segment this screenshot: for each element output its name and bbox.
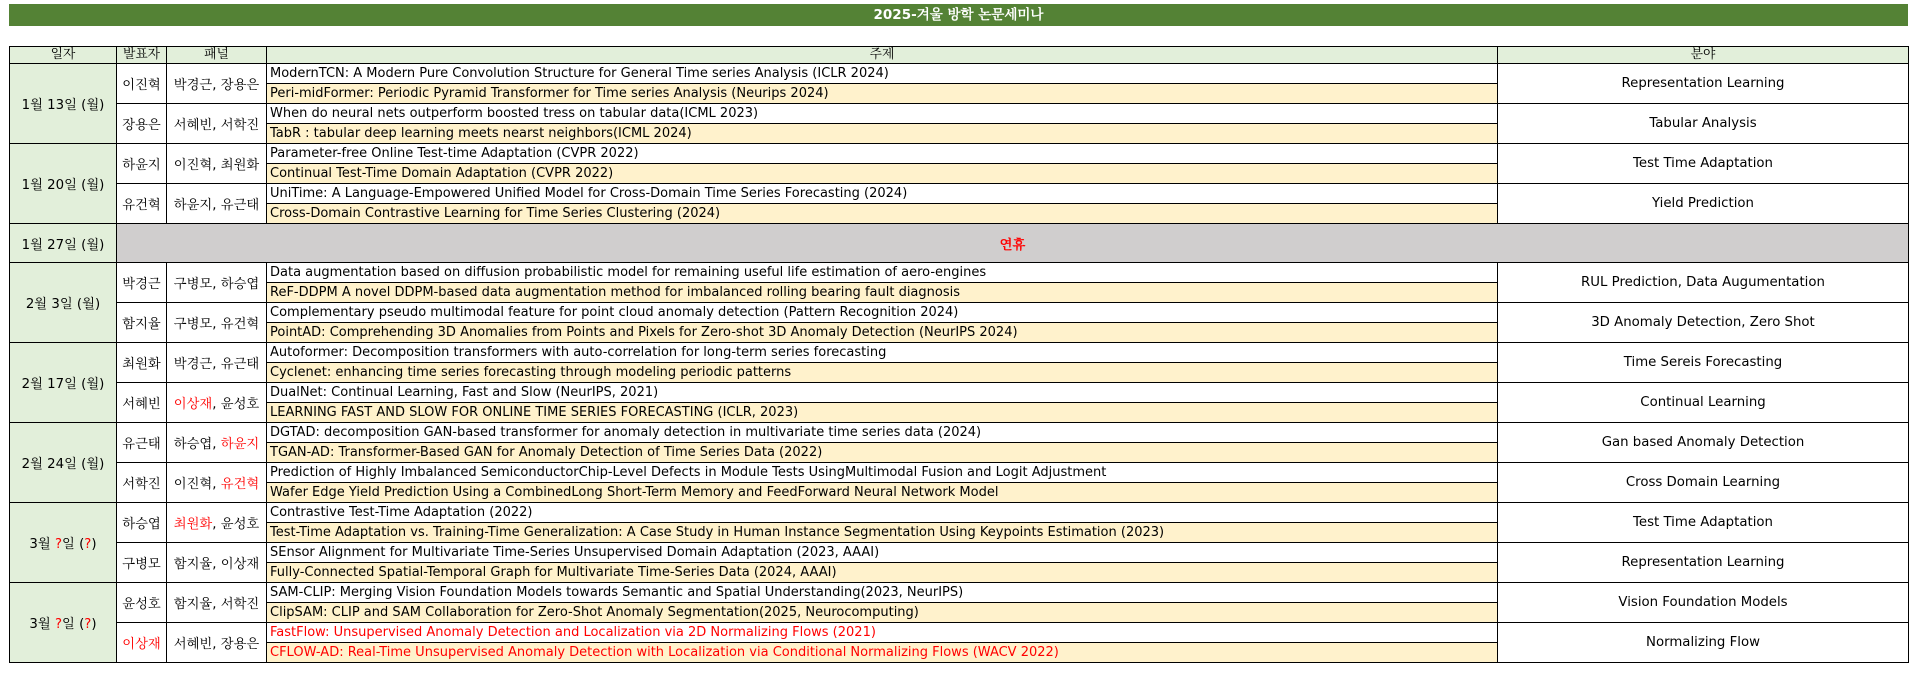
field-cell[interactable]: Test Time Adaptation [1498,503,1909,543]
presenter-cell[interactable]: 구병모 [117,543,167,583]
panel-cell[interactable] [167,104,267,144]
panel-name: 구병모, 하승엽 [173,277,260,292]
date-cell[interactable] [10,343,117,423]
presenter-cell[interactable]: 하승엽 [117,503,167,543]
date-part: 1월 20일 (월) [21,178,105,193]
paper-cell[interactable]: Complementary pseudo multimodal feature for point cloud anomaly detection (Pattern Recognition 2024) [267,303,1498,323]
field-cell[interactable]: Vision Foundation Models [1498,583,1909,623]
paper-cell[interactable]: Continual Test-Time Domain Adaptation (CVPR 2022) [267,164,1498,184]
field-cell[interactable]: Cross Domain Learning [1498,463,1909,503]
panel-name: 하윤지 [220,437,260,452]
date-part: 3월 [29,537,55,552]
panel-name: 서혜빈, 서학진 [173,118,260,133]
table-row [10,383,1909,403]
date-part: 일 ( [62,617,85,632]
panel-name: 함지율, 서학진 [173,597,260,612]
date-part: 2월 3일 (월) [25,297,101,312]
presenter-cell[interactable]: 박경근 [117,263,167,303]
paper-cell[interactable]: Contrastive Test-Time Adaptation (2022) [267,503,1498,523]
panel-name: 서혜빈, 장용은 [173,637,260,652]
date-part: ) [91,537,97,552]
table-row [10,623,1909,643]
panel-cell[interactable] [167,423,267,463]
holiday-cell[interactable]: 연휴 [117,224,1909,263]
paper-cell[interactable]: SAM-CLIP: Merging Vision Foundation Models towards Semantic and Spatial Understanding(2023, NeurIPS) [267,583,1498,603]
paper-cell[interactable]: Test-Time Adaptation vs. Training-Time Generalization: A Case Study in Human Instance Segmentation Using Keypoints Estimation (2023) [267,523,1498,543]
date-part: 2월 17일 (월) [21,377,105,392]
table-row [10,343,1909,363]
date-part: 3월 [29,617,55,632]
field-cell[interactable]: 3D Anomaly Detection, Zero Shot [1498,303,1909,343]
date-part: 1월 13일 (월) [21,98,105,113]
presenter-cell[interactable]: 장용은 [117,104,167,144]
presenter-cell[interactable]: 유건혁 [117,184,167,224]
date-part: 1월 27일 (월) [21,237,105,253]
panel-name: 유건혁 [220,477,260,492]
date-cell[interactable] [10,423,117,503]
paper-cell[interactable]: Cyclenet: enhancing time series forecasting through modeling periodic patterns [267,363,1498,383]
paper-cell[interactable]: Data augmentation based on diffusion probabilistic model for remaining useful life estimation of aero-engines [267,263,1498,283]
table-row [10,583,1909,603]
page-title: 2025-겨울 방학 논문세미나 [873,7,1044,23]
panel-cell[interactable] [167,463,267,503]
paper-cell[interactable]: PointAD: Comprehending 3D Anomalies from Points and Pixels for Zero-shot 3D Anomaly Detection (NeurIPS 2024) [267,323,1498,343]
seminar-schedule-table [9,46,1909,663]
date-cell[interactable] [10,144,117,224]
paper-cell[interactable]: CFLOW-AD: Real-Time Unsupervised Anomaly Detection with Localization via Conditional Normalizing Flows (WACV 2022) [267,643,1498,663]
date-part: 일 ( [62,537,85,552]
paper-cell[interactable]: Fully-Connected Spatial-Temporal Graph for Multivariate Time-Series Data (2024, AAAI) [267,563,1498,583]
field-cell[interactable]: Yield Prediction [1498,184,1909,224]
panel-name: 이진혁, 최원화 [173,158,260,173]
table-row [10,64,1909,84]
presenter-cell[interactable]: 하윤지 [117,144,167,184]
panel-cell[interactable] [167,383,267,423]
presenter-cell[interactable]: 서혜빈 [117,383,167,423]
table-row [10,303,1909,323]
paper-cell[interactable]: DGTAD: decomposition GAN-based transformer for anomaly detection in multivariate time series data (2024) [267,423,1498,443]
paper-cell[interactable]: Prediction of Highly Imbalanced SemiconductorChip-Level Defects in Module Tests UsingMultimodal Fusion and Logit Adjustment [267,463,1498,483]
presenter-cell[interactable]: 이상재 [117,623,167,663]
paper-cell[interactable]: When do neural nets outperform boosted tress on tabular data(ICML 2023) [267,104,1498,124]
field-cell[interactable]: Normalizing Flow [1498,623,1909,663]
panel-cell[interactable] [167,263,267,303]
table-row [10,184,1909,204]
panel-cell[interactable] [167,583,267,623]
presenter-cell[interactable]: 함지율 [117,303,167,343]
paper-cell[interactable]: DualNet: Continual Learning, Fast and Slow (NeurIPS, 2021) [267,383,1498,403]
panel-cell[interactable] [167,543,267,583]
panel-cell[interactable] [167,303,267,343]
panel-name: 이상재 [173,397,213,412]
paper-cell[interactable]: TGAN-AD: Transformer-Based GAN for Anomaly Detection of Time Series Data (2022) [267,443,1498,463]
panel-name: , 윤성호 [212,397,260,412]
date-part: ? [84,537,92,552]
panel-cell[interactable] [167,184,267,224]
field-cell[interactable]: Representation Learning [1498,543,1909,583]
panel-name: 구병모, 유건혁 [173,317,260,332]
date-cell[interactable] [10,503,117,583]
date-part: 2월 24일 (월) [21,457,105,472]
presenter-cell[interactable]: 이진혁 [117,64,167,104]
holiday-row [10,224,1909,263]
header-field[interactable]: 분야 [1498,47,1909,64]
date-part: ? [84,617,92,632]
table-row [10,503,1909,523]
table-row [10,423,1909,443]
panel-cell[interactable] [167,503,267,543]
panel-name: 하승엽, [173,437,221,452]
field-cell[interactable]: RUL Prediction, Data Augumentation [1498,263,1909,303]
panel-name: 최원화 [173,517,213,532]
date-cell[interactable] [10,224,117,263]
table-row [10,104,1909,124]
date-part: ? [54,537,63,552]
header-topic[interactable]: 주제 [267,47,1498,64]
paper-cell[interactable]: Autoformer: Decomposition transformers with auto-correlation for long-term series forecasting [267,343,1498,363]
paper-cell[interactable]: Parameter-free Online Test-time Adaptation (CVPR 2022) [267,144,1498,164]
table-row [10,463,1909,483]
paper-cell[interactable]: ReF-DDPM A novel DDPM-based data augmentation method for imbalanced rolling bearing fault diagnosis [267,283,1498,303]
date-cell[interactable] [10,583,117,663]
panel-name: 하윤지, 유근태 [173,198,260,213]
panel-name: 이진혁, [173,477,221,492]
presenter-cell[interactable]: 윤성호 [117,583,167,623]
paper-cell[interactable]: TabR : tabular deep learning meets nearst neighbors(ICML 2024) [267,124,1498,144]
paper-cell[interactable]: UniTime: A Language-Empowered Unified Model for Cross-Domain Time Series Forecasting (2024) [267,184,1498,204]
header-row [10,47,1909,64]
panel-name: , 윤성호 [212,517,260,532]
panel-cell[interactable] [167,64,267,104]
paper-cell[interactable]: Peri-midFormer: Periodic Pyramid Transformer for Time series Analysis (Neurips 2024) [267,84,1498,104]
paper-cell[interactable]: FastFlow: Unsupervised Anomaly Detection and Localization via 2D Normalizing Flows (2021) [267,623,1498,643]
paper-cell[interactable]: Cross-Domain Contrastive Learning for Time Series Clustering (2024) [267,204,1498,224]
field-cell[interactable]: Representation Learning [1498,64,1909,104]
date-cell[interactable] [10,64,117,144]
panel-name: 박경근, 장용은 [173,78,260,93]
date-part: ) [91,617,97,632]
field-cell[interactable]: Test Time Adaptation [1498,144,1909,184]
panel-name: 박경근, 유근태 [173,357,260,372]
panel-name: 함지율, 이상재 [173,557,260,572]
date-part: ? [54,617,63,632]
table-row [10,263,1909,283]
panel-cell[interactable] [167,144,267,184]
header-presenter[interactable]: 발표자 [117,47,167,64]
page-title-banner [9,4,1908,26]
paper-cell[interactable]: SEnsor Alignment for Multivariate Time-Series Unsupervised Domain Adaptation (2023, AAAI) [267,543,1498,563]
presenter-cell[interactable]: 서학진 [117,463,167,503]
field-cell[interactable]: Tabular Analysis [1498,104,1909,144]
presenter-cell[interactable]: 유근태 [117,423,167,463]
header-panel[interactable]: 패널 [167,47,267,64]
panel-cell[interactable] [167,623,267,663]
table-row [10,144,1909,164]
field-cell[interactable]: Gan based Anomaly Detection [1498,423,1909,463]
presenter-cell[interactable]: 최원화 [117,343,167,383]
field-cell[interactable]: Continual Learning [1498,383,1909,423]
field-cell[interactable]: Time Sereis Forecasting [1498,343,1909,383]
paper-cell[interactable]: ClipSAM: CLIP and SAM Collaboration for Zero-Shot Anomaly Segmentation(2025, Neurocomputing) [267,603,1498,623]
header-date[interactable]: 일자 [10,47,117,64]
panel-cell[interactable] [167,343,267,383]
date-cell[interactable] [10,263,117,343]
paper-cell[interactable]: Wafer Edge Yield Prediction Using a CombinedLong Short-Term Memory and FeedForward Neural Network Model [267,483,1498,503]
paper-cell[interactable]: ModernTCN: A Modern Pure Convolution Structure for General Time series Analysis (ICLR 2024) [267,64,1498,84]
paper-cell[interactable]: LEARNING FAST AND SLOW FOR ONLINE TIME SERIES FORECASTING (ICLR, 2023) [267,403,1498,423]
table-row [10,543,1909,563]
